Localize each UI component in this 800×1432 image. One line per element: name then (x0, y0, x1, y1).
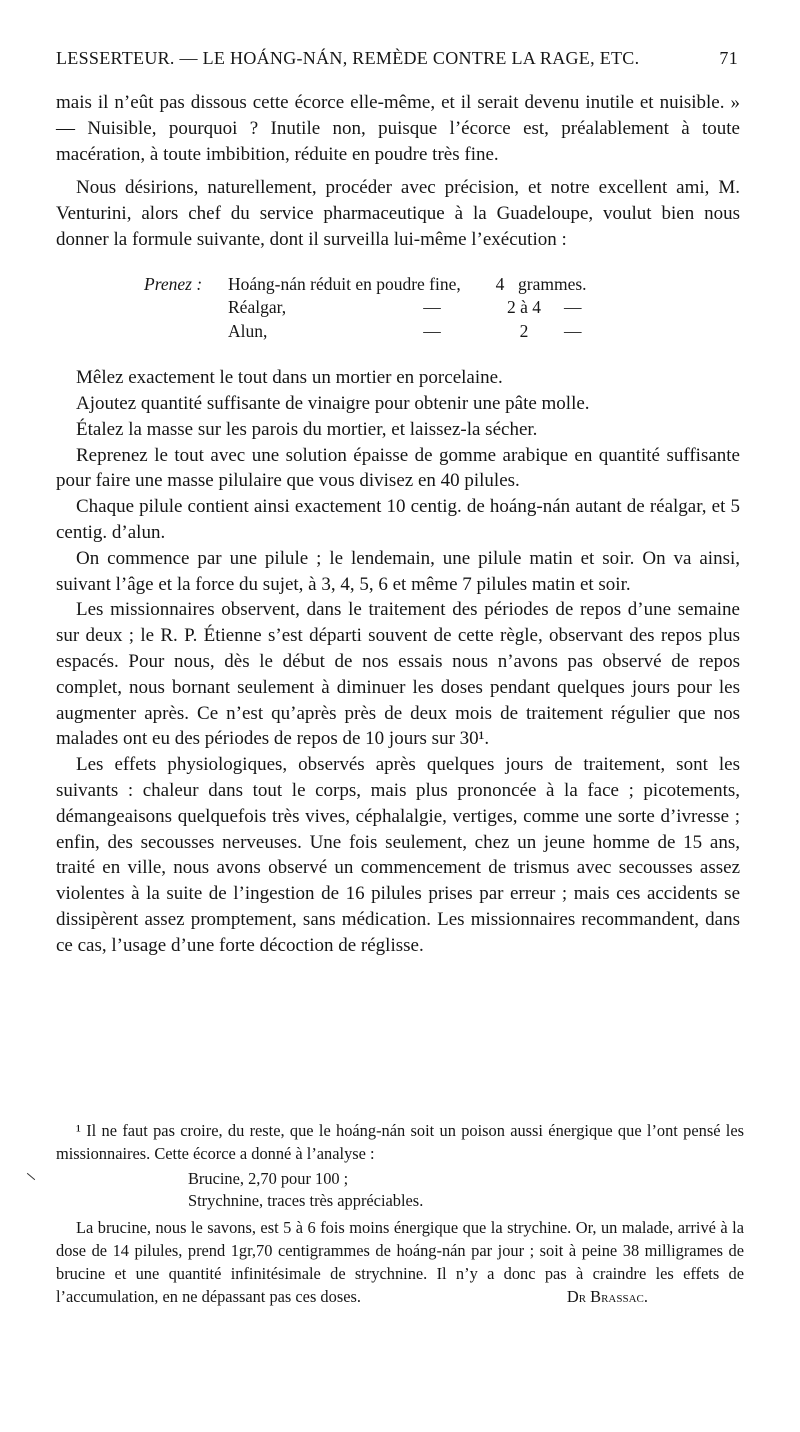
formula-qty: 2 (519, 320, 529, 341)
formula-ditto: — (423, 297, 441, 318)
footnote (56, 1120, 744, 1308)
paragraph-physiological-effects: Les effets physiologiques, observés après quelques jours de traitement, sont les suivants : chaleur dans tout le corps, mais plus prononcée à la face ; picotements, démangeaisons quelquefois très vives, céphalalgie, vertiges, comme une sorte d’ivresse ; enfin, des secousses nerveuses. Une fois seulement, chez un jeune homme de 15 ans, traité en ville, nous avons observé un commencement de trismus avec secousses assez violentes à la suite de l’ingestion de 16 pilules prises par erreur ; mais ces accidents se dissipèrent assez promptement, sans médication. Les missionnaires recommandent, dans ce cas, l’usage d’une forte décoction de réglisse. (56, 754, 740, 956)
paragraph-formula-intro: Nous désirions, naturellement, procéder avec précision, et notre excellent ami, M. Venturini, alors chef du service pharmaceutique à la Guadeloupe, voulut bien nous donner la formule suivante, dont il surveilla lui-même l’exécution : (56, 177, 740, 250)
analysis-strychnine: Strychnine, traces très appréciables. (188, 1191, 424, 1211)
formula-qty: 2 à 4 (506, 297, 542, 318)
instruction-add-vinegar: Ajoutez quantité suffisante de vinaigre pour obtenir une pâte molle. (76, 393, 590, 415)
formula-unit: — (564, 297, 582, 318)
formula-lead (144, 296, 228, 320)
formula-row (144, 320, 740, 344)
formula-row (144, 273, 740, 297)
analysis-brucine: Brucine, 2,70 pour 100 ; (188, 1168, 349, 1188)
footnote-intro: ¹ Il ne faut pas croire, du reste, que le hoáng-nán soit un poison aussi énergique que l’ont pensé les missionnaires. Cette écorce a donné à l’analyse : (56, 1121, 744, 1163)
analysis-results (188, 1168, 744, 1214)
paragraph-continuation: mais il n’eût pas dissous cette écorce elle-même, et il serait devenu inutile et nuisible. » — Nuisible, pourquoi ? Inutile non, puisque l’écorce est, préalablement à toute macération, à toute imbibition, réduite en poudre très fine. (56, 92, 740, 165)
formula-unit: grammes. (518, 273, 587, 294)
instruction-pills: Reprenez le tout avec une solution épaisse de gomme arabique en quantité suffisante pour faire une masse pilulaire que vous divisez en 40 pilules. (56, 444, 740, 492)
paragraph-pill-content: Chaque pilule contient ainsi exactement 10 centig. de hoáng-nán autant de réalgar, et 5 centig. d’alun. (56, 496, 740, 544)
signature: Dr Brassac. (566, 1286, 648, 1306)
instruction-mix: Mêlez exactement le tout dans un mortier en porcelaine. (76, 367, 503, 389)
formula-item: Réalgar, (228, 297, 287, 318)
formula-qty: 4 (495, 273, 505, 294)
running-title: LESSERTEUR. — LE HOÁNG-NÁN, REMÈDE CONTRE LA RAGE, ETC. (56, 48, 640, 68)
formula-unit: — (564, 320, 582, 341)
running-head (56, 48, 738, 69)
instruction-spread: Étalez la masse sur les parois du mortier, et laissez-la sécher. (76, 418, 538, 440)
footnote-body: La brucine, nous le savons, est 5 à 6 fois moins énergique que la strychine. Or, un malade, arrivé à la dose de 14 pilules, prend 1gr,70 centigrammes de hoáng-nán par jour ; soit à peine 38 milligrames de brucine et une quantité infinitésimale de strychnine. Il n’y a donc pas à craindre les effets de l’accumulation, en ne dépassant pas ces doses. (56, 1218, 744, 1306)
formula-lead (144, 320, 228, 344)
margin-mark (27, 1173, 35, 1180)
paragraph-rest-periods: Les missionnaires observent, dans le traitement des périodes de repos d’une semaine sur deux ; le R. P. Étienne s’est départi souvent de cette règle, observant des repos plus espacés. Pour nous, dès le début de nos essais nous n’avons pas observé de repos complet, nous bornant seulement à diminuer les doses pendant quelques jours pour les augmenter après. Ce n’est qu’après près de deux mois de traitement régulier que nos malades ont eu des périodes de repos de 10 jours sur 30¹. (56, 599, 740, 750)
formula-lead: Prenez : (144, 273, 203, 294)
page-number: 71 (719, 48, 738, 68)
formula-row (144, 296, 740, 320)
formula-item: Alun, (228, 320, 268, 341)
paragraph-dosage: On commence par une pilule ; le lendemain, une pilule matin et soir. On va ainsi, suivant l’âge et la force du sujet, à 3, 4, 5, 6 et même 7 pilules matin et soir. (56, 547, 740, 595)
formula-item: Hoáng-nán réduit en poudre fine, (228, 273, 461, 294)
formula-ditto: — (423, 320, 441, 341)
pharmaceutical-formula (144, 273, 740, 344)
main-text (56, 90, 740, 959)
